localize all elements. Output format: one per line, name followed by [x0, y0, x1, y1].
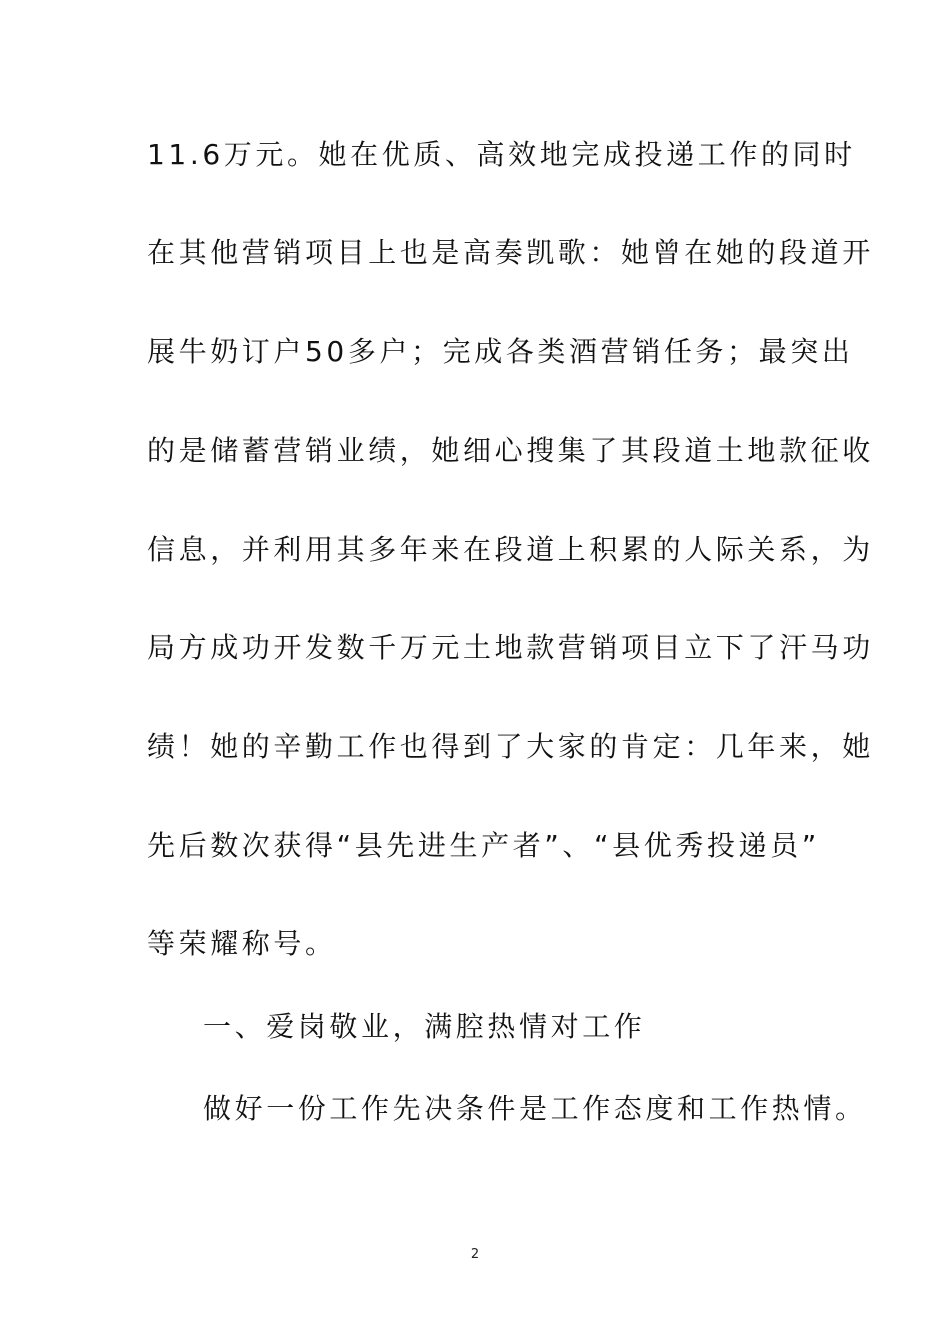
section-body-line: 做好一份工作先决条件是工作态度和工作热情。 [203, 1092, 867, 1125]
body-text-line: 局方成功开发数千万元土地款营销项目立下了汗马功 [147, 631, 874, 664]
body-text-line: 在其他营销项目上也是高奏凯歌：她曾在她的段道开 [147, 236, 874, 269]
body-text-line: 绩！她的辛勤工作也得到了大家的肯定：几年来，她 [147, 730, 874, 763]
body-text-line: 的是储蓄营销业绩，她细心搜集了其段道土地款征收 [147, 434, 874, 467]
body-text-line: 先后数次获得“县先进生产者”、“县优秀投递员” [147, 829, 820, 862]
body-text-line: 11.6万元。她在优质、高效地完成投递工作的同时 [147, 138, 856, 171]
section-heading: 一、爱岗敬业，满腔热情对工作 [203, 1010, 646, 1043]
body-text-line: 展牛奶订户50多户；完成各类酒营销任务；最突出 [147, 335, 854, 368]
body-text-line: 等荣耀称号。 [147, 927, 337, 960]
page-number: 2 [470, 1247, 480, 1262]
body-text-line: 信息，并利用其多年来在段道上积累的人际关系，为 [147, 533, 874, 566]
